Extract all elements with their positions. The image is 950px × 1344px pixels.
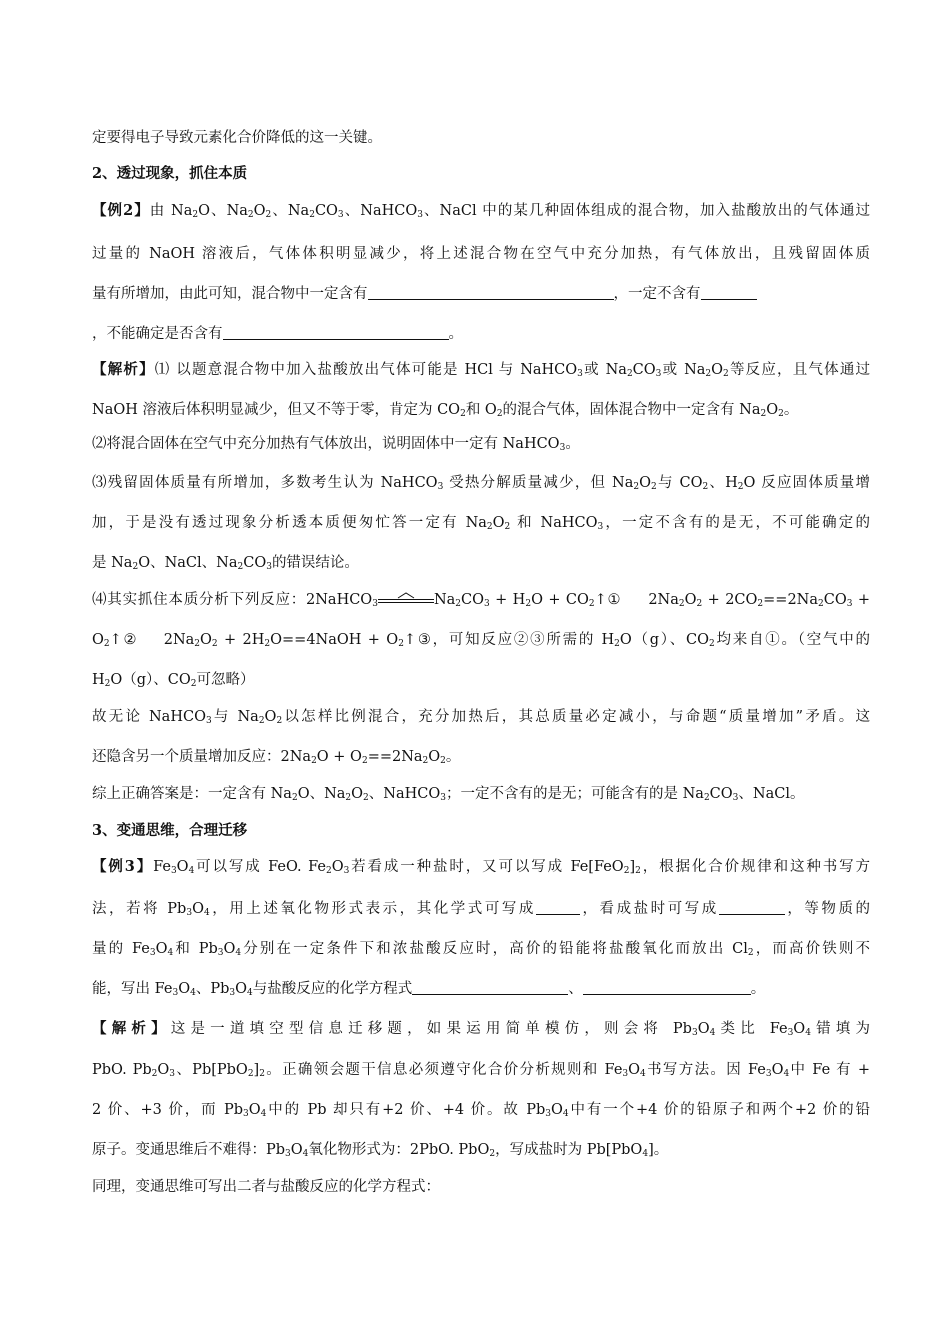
solution-3-line-3: 2 价、+3 价，而 $Pb_3O_4$中的 Pb 却只有+2 价、+4 价。故 $Pb_3O_4$中有一个+4 价的铅原子和两个+2 价的铅 bbox=[92, 1102, 871, 1119]
example-3-line-4: 能，写出 $Fe_3O_4$、$Pb_3O_4$与盐酸反应的化学方程式 、 。 bbox=[92, 981, 766, 998]
answer-blank[interactable] bbox=[583, 980, 751, 995]
solution-2-line-1: 【解析】⑴ 以题意混合物中加入盐酸放出气体可能是 HCl 与 NaHCO$_3$或 $Na_2CO_3$或 $Na_2O_2$等反应，且气体通过 bbox=[92, 361, 871, 379]
example-3-line-1: 【例3】$Fe_3O_4$可以写成 FeO. $Fe_2O_3$若看成一种盐时，又可以写成 $Fe[FeO_2]_2$，根据化合价规律和这种书写方 bbox=[92, 858, 871, 876]
answer-blank[interactable] bbox=[368, 285, 614, 300]
section-heading: 3、变通思维，合理迁移 bbox=[92, 822, 248, 839]
solution-3-line-4: 原子。变通思维后不难得：$Pb_3O_4$氧化物形式为：2PbO. PbO$_2$，写成盐时为 Pb[PbO$_4$]。 bbox=[92, 1142, 669, 1159]
solution-2-line-6: 是 $Na_2O$、NaCl、$Na_2CO_3$的错误结论。 bbox=[92, 555, 359, 572]
solution-3-line-1: 【解析】这是一道填空型信息迁移题，如果运用简单模仿，则会将 $Pb_3O_4$类比 $Fe_3O_4$错填为 bbox=[92, 1020, 871, 1038]
solution-2-line-9: $H_2O(g)$、$CO_2$可忽略） bbox=[92, 672, 255, 689]
example-2-line-2: 过量的 NaOH 溶液后，气体体积明显减少，将上述混合物在空气中充分加热，有气体放出，且残留固体质 bbox=[92, 246, 870, 262]
solution-3-line-2: PbO. $Pb_2O_3$、$Pb[PbO_2]_2$。正确领会题干信息必须遵守化合价分析规则和 $Fe_3O_4$书写方法。因 $Fe_3O_4$中 Fe 有 + bbox=[92, 1062, 871, 1079]
example-3-line-3: 量的 $Fe_3O_4$和 $Pb_3O_4$分别在一定条件下和浓盐酸反应时，高价的铅能将盐酸氧化而放出 $Cl_2$，而高价铁则不 bbox=[92, 941, 870, 958]
example-2-line-4: ，不能确定是否含有 。 bbox=[92, 326, 463, 342]
answer-blank[interactable] bbox=[223, 325, 449, 340]
solution-2-line-8: $O_2↑②$ $2Na_2O_2$ + $2H_2O==4NaOH$ + $O_2↑③$，可知反应②③所需的 $H_2O(g)$、$CO_2$均来自①。（空气中的 bbox=[92, 632, 871, 649]
section-heading: 2、透过现象，抓住本质 bbox=[92, 165, 248, 182]
solution-2-line-10: 故无论 NaHCO$_3$与 $Na_2O_2$以怎样比例混合，充分加热后，其总质量必定减小，与命题“质量增加”矛盾。这 bbox=[92, 709, 870, 726]
text-line: 定要得电子导致元素化合价降低的这一关键。 bbox=[92, 130, 382, 146]
solution-2-line-4: ⑶残留固体质量有所增加，多数考生认为 NaHCO$_3$ 受热分解质量减少，但 $Na_2O_2$与 $CO_2$、$H_2O$ 反应固体质量增 bbox=[92, 475, 871, 492]
solution-2-line-2: NaOH 溶液后体积明显减少，但又不等于零，肯定为 $CO_2$和 $O_2$的混合气体，固体混合物中一定含有 $Na_2O_2$。 bbox=[92, 402, 799, 419]
answer-blank[interactable] bbox=[412, 980, 568, 995]
solution-2-line-12: 综上正确答案是：一定含有 $Na_2O$、$Na_2O_2$、NaHCO$_3$；一定不含有的是无；可能含有的是 $Na_2CO_3$、NaCl。 bbox=[92, 786, 805, 803]
answer-blank[interactable] bbox=[719, 900, 785, 915]
solution-3-line-5: 同理，变通思维可写出二者与盐酸反应的化学方程式： bbox=[92, 1179, 440, 1195]
example-2-line-1: 【例2】由 $Na_2O$、$Na_2O_2$、$Na_2CO_3$、NaHCO$_3$、NaCl 中的某几种固体组成的混合物，加入盐酸放出的气体通过 bbox=[92, 202, 870, 220]
solution-2-line-3: ⑵将混合固体在空气中充分加热有气体放出，说明固体中一定有 NaHCO$_3$。 bbox=[92, 436, 580, 453]
solution-2-line-11: 还隐含另一个质量增加反应：$2Na_2O + O_2==2Na_2O_2$。 bbox=[92, 749, 461, 766]
answer-blank[interactable] bbox=[536, 900, 580, 915]
example-3-line-2: 法，若将 $Pb_3O_4$，用上述氧化物形式表示，其化学式可写成 ，看成盐时可写成 ，等物质的 bbox=[92, 901, 871, 918]
example-2-line-3: 量有所增加，由此可知，混合物中一定含有 ，一定不含有 bbox=[92, 284, 870, 304]
heating-arrow-icon bbox=[378, 592, 434, 606]
solution-2-line-7: ⑷其实抓住本质分析下列反应：2NaHCO$_3$ $Na_2CO_3 + H_2O$ + $CO_2↑①$ $2Na_2O_2 + 2CO_2==2Na_2CO_3$ + bbox=[92, 592, 870, 609]
answer-blank[interactable] bbox=[701, 285, 757, 300]
solution-2-line-5: 加，于是没有透过现象分析透本质便匆忙答一定有 $Na_2O_2$ 和 NaHCO$_3$，一定不含有的是无，不可能确定的 bbox=[92, 515, 870, 532]
